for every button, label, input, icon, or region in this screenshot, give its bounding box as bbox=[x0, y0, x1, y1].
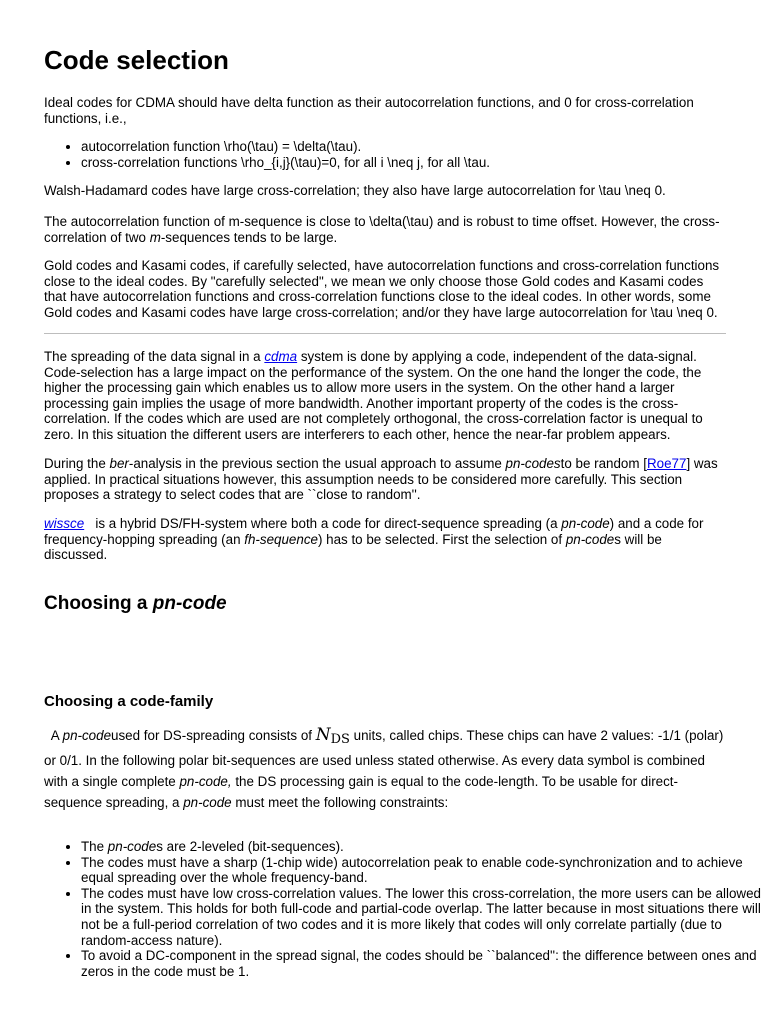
section-heading-pn-code: Choosing a pn-code bbox=[44, 593, 227, 614]
wissce-paragraph: wissce is a hybrid DS/FH-system where both a code for direct-sequence spreading (a pn-code) and a code for frequency-hopping spreading (an fh-sequence) has to be selected. First the selection of pn-codes will be discussed. bbox=[44, 516, 704, 563]
divider bbox=[44, 333, 726, 334]
spreading-paragraph: The spreading of the data signal in a cdma system is done by applying a code, independent of the data-signal. Code-selection has a large impact on the performance of the system. On the one hand the longer the code, the higher the processing gain which enables us to allow more users in the system. On the other hand a larger processing gain implies the usage of more bandwidth. Another important property of the codes is the cross-correlation. If the codes which are used are not completely orthogonal, the cross-correlation factor is unequal to zero. In this situation the different users are interferers to each other, hence the near-far problem appears. bbox=[44, 349, 703, 442]
cdma-link[interactable]: cdma bbox=[264, 349, 298, 364]
list-item: • cross-correlation functions \rho_{i,j}(\tau)=0, for all i \neq j, for all \tau. bbox=[81, 155, 763, 171]
list-item: • The codes must have low cross-correlation values. The lower this cross-correlation, the more users can be allowed in the system. This holds for both full-code and partial-code overlap. The latter because in most situations there will not be a full-period correlation of two codes and it is more likely that codes will only correlate partially (due to random-access nature). bbox=[81, 886, 763, 948]
list-item: • autocorrelation function \rho(\tau) = \delta(\tau). bbox=[81, 139, 763, 155]
list-item: • The codes must have a sharp (1-chip wide) autocorrelation peak to enable code-synchronization and to achieve equal spreading over the whole frequency-band. bbox=[81, 855, 763, 886]
subsection-heading-code-family: Choosing a code-family bbox=[44, 693, 214, 710]
list-item: • The pn-codes are 2-leveled (bit-sequences). bbox=[81, 839, 763, 855]
ideal-properties-list bbox=[44, 139, 763, 170]
code-family-paragraph: A pn-codeused for DS-spreading consists of $N_{DS}$ units, called chips. These chips can have 2 values: -1/1 (polar) or 0/1. In the following polar bit-sequences are used unless stated otherwise. As every data symbol is combined with a single complete pn-code, the DS processing gain is equal to the code-length. To be usable for direct-sequence spreading, a pn-code must meet the following constraints: bbox=[44, 725, 724, 810]
m-sequence-paragraph: The autocorrelation function of m-sequence is close to \delta(\tau) and is robust to time offset. However, the cross-correlation of two m-sequences tends to be large. bbox=[44, 214, 720, 245]
ber-paragraph: During the ber-analysis in the previous section the usual approach to assume pn-codesto be random [Roe77] was applied. In practical situations however, this assumption needs to be considered more carefully. This section proposes a strategy to select codes that are ``close to random''. bbox=[44, 456, 718, 503]
constraints-list bbox=[44, 839, 763, 979]
wissce-link[interactable]: wissce bbox=[44, 516, 85, 531]
roe77-citation-link[interactable]: Roe77 bbox=[646, 456, 687, 471]
gold-kasami-paragraph: Gold codes and Kasami codes, if carefully selected, have autocorrelation functions and cross-correlation functions close to the ideal codes. By "carefully selected", we mean we only choose those Gold codes and Kasami codes that have autocorrelation functions and cross-correlation functions close to the ideal codes. In other words, some Gold codes and Kasami codes have large cross-correlation; and/or they have large autocorrelation for \tau \neq 0. bbox=[44, 258, 720, 320]
list-item: • To avoid a DC-component in the spread signal, the codes should be ``balanced'': the difference between ones and zeros in the code must be 1. bbox=[81, 948, 763, 979]
intro-paragraph: Ideal codes for CDMA should have delta function as their autocorrelation functions, and 0 for cross-correlation functions, i.e., bbox=[44, 95, 694, 126]
n-ds-math: $N_{DS}$ bbox=[315, 725, 350, 747]
walsh-paragraph: Walsh-Hadamard codes have large cross-correlation; they also have large autocorrelation for \tau \neq 0. bbox=[44, 183, 666, 198]
page-title: Code selection bbox=[44, 45, 229, 75]
